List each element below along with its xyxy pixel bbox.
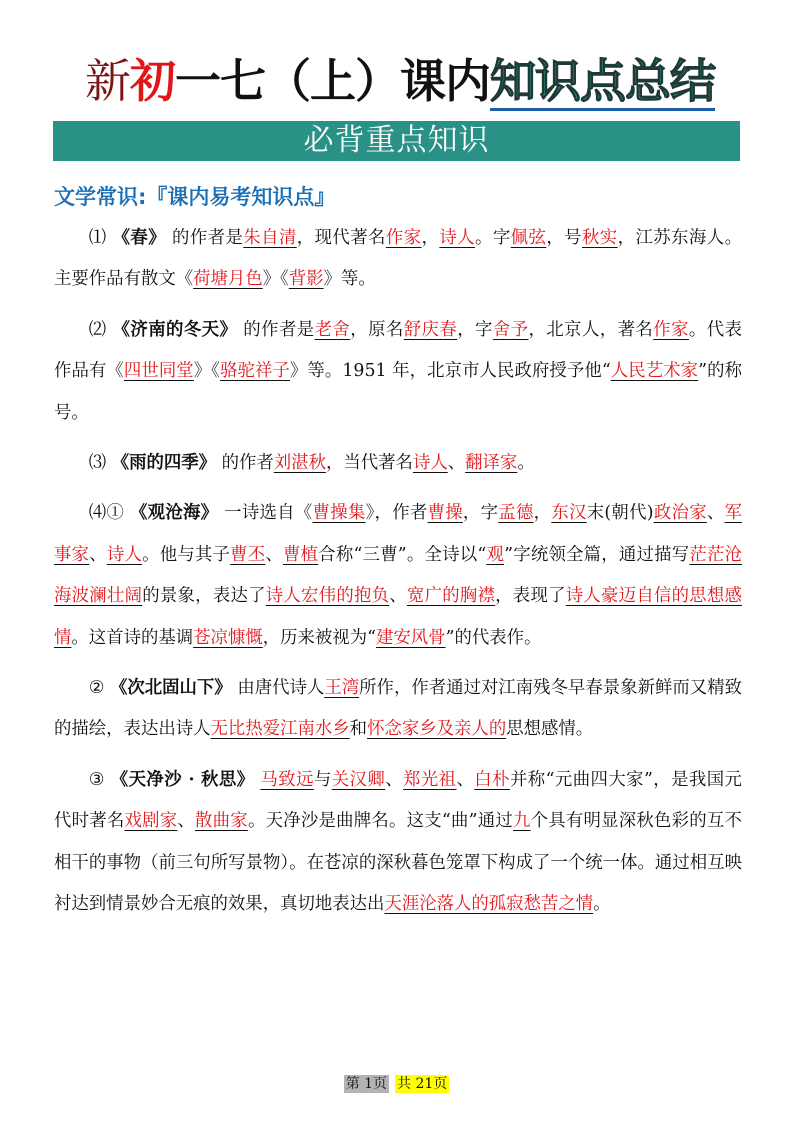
- body-text: 》，作者: [365, 503, 428, 524]
- key-term: 骆驼祥子: [220, 361, 290, 382]
- key-term: 诗人: [439, 228, 476, 248]
- key-term: 老舍: [314, 319, 351, 340]
- body-text: 的景象，表达了: [142, 586, 266, 607]
- body-text: 。代表作品有《: [54, 319, 742, 382]
- key-term: 散曲家: [195, 811, 248, 832]
- key-term: 戏剧家: [124, 811, 178, 832]
- key-term: 刘湛秋: [273, 453, 326, 474]
- work-title: 《观沧海》: [129, 503, 219, 524]
- body-text: ”的代表作。: [445, 627, 542, 648]
- key-term: 无比热爱江南水乡: [210, 719, 350, 740]
- body-text: 》《: [193, 361, 221, 382]
- body-text: 、: [385, 769, 404, 790]
- key-term: 背影: [288, 269, 324, 290]
- key-term: 作家: [653, 319, 689, 340]
- body-text: ⑴: [88, 228, 113, 248]
- key-term: 九: [513, 811, 531, 832]
- body-text: 。: [593, 894, 611, 915]
- body-text: 。天净沙是曲牌名。这支“曲”通过: [247, 811, 513, 832]
- document-body: [54, 218, 742, 935]
- body-text: ，字: [462, 503, 499, 524]
- paragraph: [54, 668, 742, 751]
- body-text: ⑶: [88, 453, 112, 474]
- body-text: 》《: [262, 269, 289, 290]
- work-title: 《济南的冬天》: [112, 319, 238, 340]
- key-term: 王湾: [324, 678, 360, 699]
- body-text: ”字统领全篇，通过描写: [504, 544, 690, 565]
- body-text: ⑵: [88, 319, 113, 340]
- work-title: 《天净沙 · 秋思》: [110, 769, 255, 790]
- key-term: 茫茫沧海波澜壮阔: [54, 544, 742, 607]
- key-term: 曹操: [427, 503, 463, 524]
- body-text: 与: [313, 769, 332, 790]
- body-text: ③: [88, 769, 111, 790]
- page-footer: [0, 1074, 793, 1094]
- body-text: ，字: [457, 319, 493, 340]
- body-text: ⑷①: [88, 503, 130, 524]
- current-page-indicator: 第 1页: [345, 1076, 388, 1092]
- title-part-1: 新: [85, 54, 130, 108]
- key-term: 政治家: [653, 503, 707, 524]
- body-text: 的作者是: [237, 319, 315, 340]
- paragraph: [54, 493, 742, 659]
- key-term: 曹操集: [312, 503, 366, 524]
- body-text: 》等。1951 年，北京市人民政府授予他“: [289, 361, 611, 382]
- paragraph: [54, 760, 742, 926]
- title-part-3: 一七（上）课内: [175, 54, 490, 108]
- body-text: 末(朝代): [586, 503, 654, 524]
- body-text: ，号: [546, 228, 582, 248]
- key-term: 人民艺术家: [610, 361, 699, 382]
- key-term: 马致远: [260, 769, 314, 790]
- key-term: 诗人豪迈自信的思想感情: [54, 586, 742, 648]
- body-text: 。这首诗的基调: [71, 627, 194, 648]
- body-text: 一诗选自《: [218, 503, 313, 524]
- paragraph: [54, 310, 742, 434]
- body-text: 由唐代诗人: [231, 678, 325, 699]
- key-term: 舒庆春: [403, 319, 458, 340]
- key-term: 诗人: [106, 544, 143, 565]
- key-term: 舍予: [492, 319, 529, 340]
- key-term: 怀念家乡及亲人的: [367, 719, 507, 740]
- key-term: 苍凉慷慨: [193, 627, 263, 648]
- body-text: 。他与其子: [142, 544, 231, 565]
- paragraph: [54, 218, 742, 301]
- body-text: 、: [456, 769, 475, 790]
- work-title: 《雨的四季》: [111, 453, 217, 474]
- key-term: 佩弦: [510, 228, 547, 248]
- body-text: 、: [706, 503, 725, 524]
- body-text: 。字: [475, 228, 511, 248]
- body-text: ，表现了: [495, 586, 566, 607]
- body-text: 》等。: [323, 269, 376, 290]
- document-title: [55, 48, 745, 114]
- body-text: 并称“元曲四大家”，是我国元代时著名: [54, 769, 742, 832]
- key-term: 观: [486, 544, 505, 565]
- body-text: 的作者是: [166, 228, 244, 248]
- body-text: ，北京人，著名: [528, 319, 654, 340]
- key-term: 宽广的胸襟: [406, 586, 496, 607]
- body-text: 、: [447, 453, 466, 474]
- key-term: 东汉: [551, 503, 587, 524]
- body-text: ，现代著名: [296, 228, 386, 248]
- body-text: 的作者: [216, 453, 274, 474]
- key-term: 诗人: [412, 453, 448, 474]
- key-term: 四世同堂: [123, 361, 194, 382]
- body-text: 合称“三曹”。全诗以“: [318, 544, 487, 565]
- body-text: 、: [177, 811, 196, 832]
- work-title: 《春》: [112, 228, 167, 248]
- body-text: ，江苏东海人。主要作品有散文《: [54, 228, 742, 290]
- body-text: ”的称号。: [54, 361, 742, 423]
- title-part-4: 知识点总结: [490, 54, 715, 111]
- body-text: ，原名: [350, 319, 404, 340]
- work-title: 《次北固山下》: [109, 678, 232, 699]
- key-term: 建安风骨: [375, 627, 446, 648]
- body-text: 和: [349, 719, 368, 740]
- key-term: 天涯沦落人的孤寂愁苦之情: [384, 894, 594, 915]
- key-term: 秋实: [581, 228, 618, 248]
- body-text: 所作，作者通过对江南残冬早春景象新鲜而又精致的描绘，表达出诗人: [54, 678, 742, 740]
- key-term: 朱自清: [243, 228, 297, 248]
- body-text: 、: [389, 586, 407, 607]
- key-term: 荷塘月色: [193, 269, 263, 290]
- title-part-2: 初: [130, 54, 175, 108]
- body-text: 思想感情。: [506, 719, 594, 740]
- section-banner: 必背重点知识: [53, 121, 740, 161]
- body-text: ，当代著名: [325, 453, 413, 474]
- key-term: 诗人宏伟的抱负: [265, 586, 390, 607]
- key-term: 白朴: [474, 769, 510, 790]
- key-term: 郑光祖: [403, 769, 457, 790]
- body-text: ，: [533, 503, 552, 524]
- key-term: 关汉卿: [331, 769, 386, 790]
- body-text: ②: [88, 678, 110, 699]
- total-pages-indicator: 共 21页: [397, 1076, 448, 1092]
- section-heading: 文学常识:『课内易考知识点』: [54, 185, 336, 209]
- body-text: 。: [517, 453, 535, 474]
- key-term: 曹植: [283, 544, 319, 565]
- key-term: 翻译家: [465, 453, 518, 474]
- key-term: 曹丕: [230, 544, 266, 565]
- key-term: 孟德: [498, 503, 534, 524]
- body-text: 个具有明显深秋色彩的互不相干的事物（前三句所写景物）。在苍凉的深秋暮色笼罩下构成了一个统一体。通过相互映衬达到情景妙合无痕的效果，真切地表达出: [54, 811, 742, 915]
- paragraph: [54, 443, 742, 484]
- key-term: 作家: [385, 228, 422, 248]
- body-text: 、: [89, 544, 107, 565]
- body-text: 、: [265, 544, 284, 565]
- body-text: ，: [421, 228, 440, 248]
- key-term: 军事家: [54, 503, 742, 565]
- body-text: ，历来被视为“: [262, 627, 376, 648]
